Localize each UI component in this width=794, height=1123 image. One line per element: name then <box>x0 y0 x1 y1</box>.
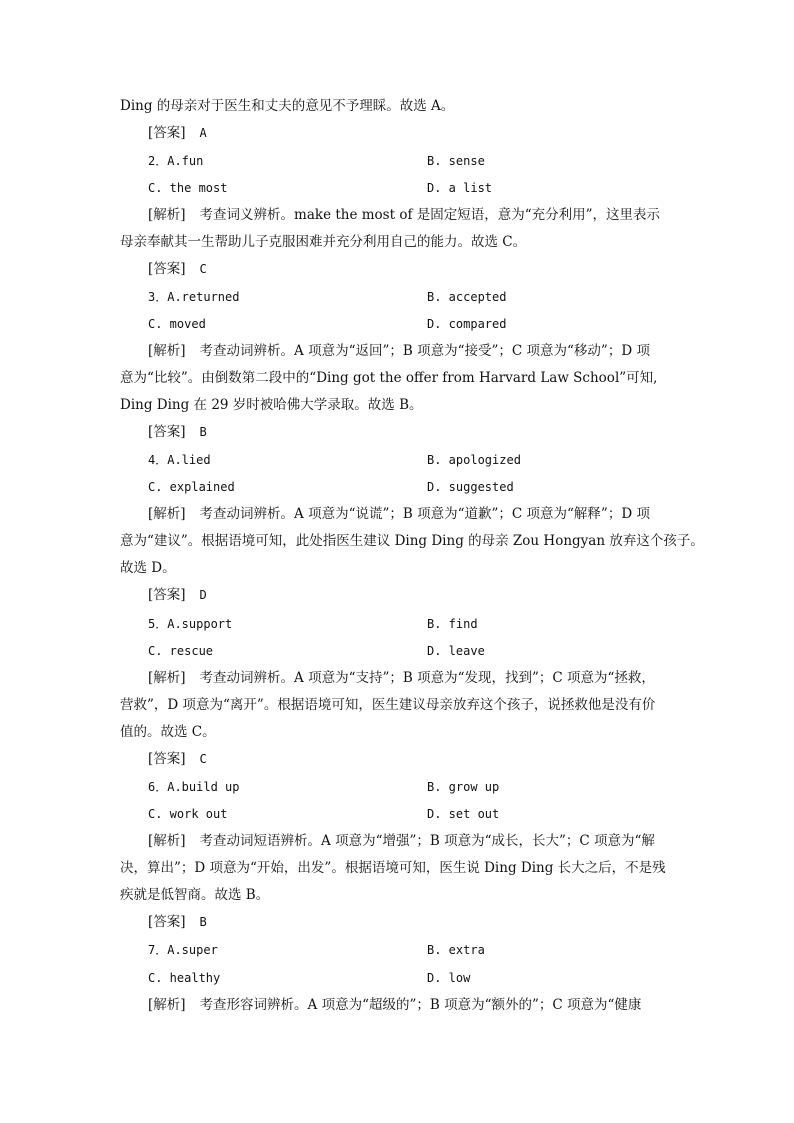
option-b: B. apologized <box>427 453 521 467</box>
explanation-line <box>148 995 674 1015</box>
option-b: B. accepted <box>427 290 507 304</box>
option-c: C. healthy <box>148 971 221 985</box>
option-d: D. suggested <box>427 480 514 494</box>
text-line: 意为“比较”。由倒数第二段中的“Ding got the offer from Harvard Law School”可知, <box>120 370 658 386</box>
explanation-text: 考查动词辨析。A 项意为“返回”；B 项意为“接受”；C 项意为“移动”；D 项 <box>199 343 650 359</box>
answer-label: [答案] <box>148 914 186 930</box>
option-a: 4．A.lied <box>148 453 211 467</box>
explanation-label: [解析] <box>148 207 186 223</box>
answer-line <box>148 123 674 143</box>
explanation-line <box>148 205 674 225</box>
explanation-line <box>148 668 674 688</box>
explanation-label: [解析] <box>148 506 186 522</box>
text-line: 营救”，D 项意为“离开”。根据语境可知，医生建议母亲放弃这个孩子，说拯救他是没有价 <box>120 697 656 713</box>
answer-line <box>148 422 674 442</box>
answer-value: C <box>199 262 207 276</box>
answer-line <box>148 749 674 769</box>
option-a: 5．A.support <box>148 617 233 631</box>
option-d: D. leave <box>427 644 485 658</box>
answer-value: D <box>199 588 207 602</box>
explanation-label: [解析] <box>148 833 186 849</box>
explanation-text: 考查动词辨析。A 项意为“支持”；B 项意为“发现，找到”；C 项意为“拯救， <box>199 670 655 686</box>
text-line: 故选 D。 <box>120 560 176 576</box>
answer-label: [答案] <box>148 261 186 277</box>
option-a: 2．A.fun <box>148 154 204 168</box>
text-line: Ding Ding 在 29 岁时被哈佛大学录取。故选 B。 <box>120 397 423 413</box>
option-b: B. grow up <box>427 780 500 794</box>
answer-value: B <box>199 915 207 929</box>
answer-line <box>148 259 674 279</box>
explanation-text: 考查动词辨析。A 项意为“说谎”；B 项意为“道歉”；C 项意为“解释”；D 项 <box>199 506 650 522</box>
text-line: 值的。故选 C。 <box>120 724 216 740</box>
option-c: C. the most <box>148 181 228 195</box>
option-d: D. low <box>427 971 471 985</box>
answer-line <box>148 585 674 605</box>
answer-label: [答案] <box>148 125 186 141</box>
option-a: 3．A.returned <box>148 290 240 304</box>
text-line: 疾就是低智商。故选 B。 <box>120 887 270 903</box>
option-d: D. set out <box>427 807 500 821</box>
answer-label: [答案] <box>148 751 186 767</box>
option-b: B. find <box>427 617 478 631</box>
explanation-line <box>148 831 674 851</box>
option-d: D. a list <box>427 181 493 195</box>
option-c: C. rescue <box>148 644 214 658</box>
answer-label: [答案] <box>148 587 186 603</box>
option-a: 6．A.build up <box>148 780 240 794</box>
text-line: 母亲奉献其一生帮助儿子克服困难并充分利用自己的能力。故选 C。 <box>120 234 527 250</box>
explanation-line <box>148 341 674 361</box>
explanation-label: [解析] <box>148 343 186 359</box>
answer-line <box>148 912 674 932</box>
option-c: C. explained <box>148 480 235 494</box>
option-b: B. sense <box>427 154 485 168</box>
option-a: 7．A.super <box>148 943 218 957</box>
text-line: 决，算出”；D 项意为“开始，出发”。根据语境可知，医生说 Ding Ding 长大之后，不是残 <box>120 860 666 876</box>
option-b: B. extra <box>427 943 485 957</box>
explanation-line <box>148 504 674 524</box>
text-line: Ding 的母亲对于医生和丈夫的意见不予理睬。故选 A。 <box>120 98 455 114</box>
explanation-text: 考查词义辨析。make the most of 是固定短语，意为“充分利用”，这里表示 <box>199 207 661 223</box>
option-c: C. moved <box>148 317 206 331</box>
option-c: C. work out <box>148 807 228 821</box>
explanation-text: 考查动词短语辨析。A 项意为“增强”；B 项意为“成长，长大”；C 项意为“解 <box>199 833 655 849</box>
answer-value: B <box>199 425 207 439</box>
answer-value: A <box>199 126 207 140</box>
explanation-text: 考查形容词辨析。A 项意为“超级的”；B 项意为“额外的”；C 项意为“健康 <box>199 997 642 1013</box>
answer-label: [答案] <box>148 424 186 440</box>
option-d: D. compared <box>427 317 507 331</box>
explanation-label: [解析] <box>148 997 186 1013</box>
text-line: 意为“建议”。根据语境可知，此处指医生建议 Ding Ding 的母亲 Zou Hongyan 放弃这个孩子。 <box>120 533 704 549</box>
explanation-label: [解析] <box>148 670 186 686</box>
answer-value: C <box>199 752 207 766</box>
